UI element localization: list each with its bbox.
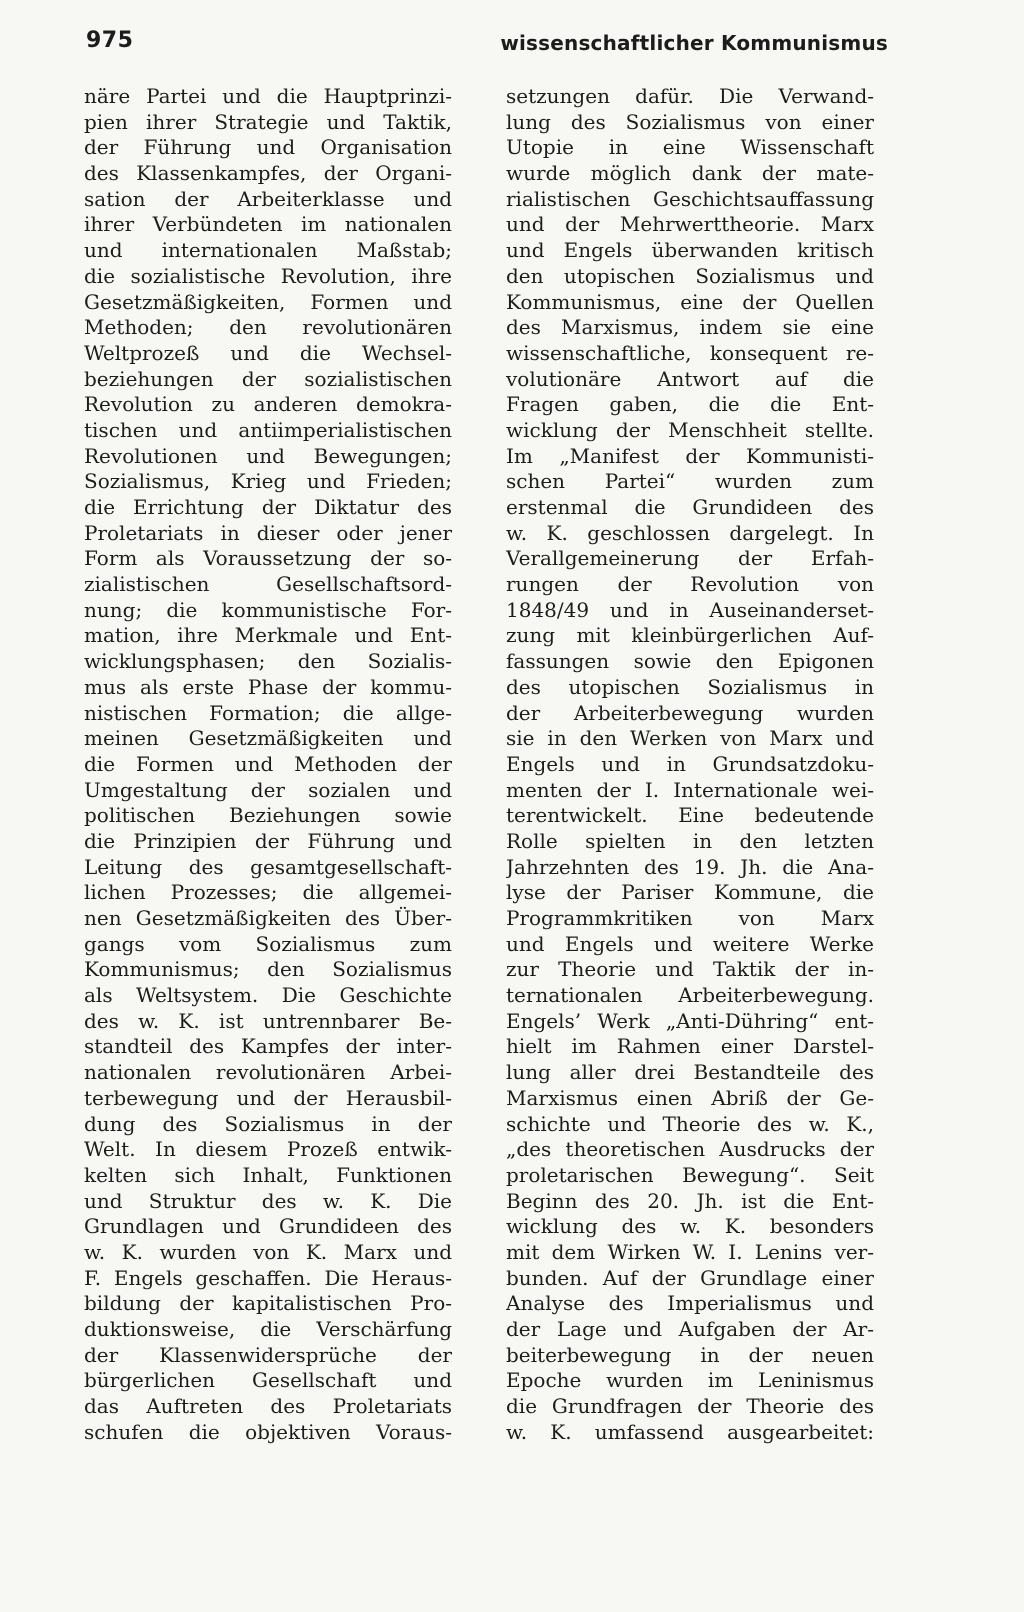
text-line: meinen Gesetzmäßigkeiten und: [84, 726, 452, 751]
text-line: lichen Prozesses; die allgemei-: [84, 880, 452, 905]
text-line: menten der I. Internationale wei-: [506, 777, 874, 802]
text-line: 1848/49 und in Auseinanderset-: [506, 597, 874, 622]
text-line: mus als erste Phase der kommu-: [84, 674, 452, 699]
text-line: ternationalen Arbeiterbewegung.: [506, 983, 874, 1008]
text-line: Beginn des 20. Jh. ist die Ent-: [506, 1188, 874, 1213]
right-text-column: [506, 84, 874, 1445]
text-line: die Errichtung der Diktatur des: [84, 495, 452, 519]
text-line: der Arbeiterbewegung wurden: [506, 700, 874, 725]
text-line: zialistischen Gesellschaftsord-: [84, 572, 452, 597]
text-line: des utopischen Sozialismus in: [506, 674, 874, 699]
text-line: und der Mehrwerttheorie. Marx: [506, 212, 874, 237]
text-line: politischen Beziehungen sowie: [84, 803, 452, 828]
text-line: schichte und Theorie des w. K.,: [506, 1111, 874, 1136]
text-line: der Lage und Aufgaben der Ar-: [506, 1317, 874, 1341]
text-line: rungen der Revolution von: [506, 572, 874, 597]
text-line: und Engels überwanden kritisch: [506, 238, 874, 263]
text-line: Marxismus einen Abriß der Ge-: [506, 1085, 874, 1110]
text-line: beiterbewegung in der neuen: [506, 1342, 874, 1367]
text-line: das Auftreten des Proletariats: [84, 1394, 452, 1419]
text-line: Umgestaltung der sozialen und: [84, 777, 452, 802]
text-line: des Marxismus, indem sie eine: [506, 315, 874, 340]
text-line: kelten sich Inhalt, Funktionen: [84, 1162, 452, 1187]
text-line: Gesetzmäßigkeiten, Formen und: [84, 289, 452, 314]
text-line: wurde möglich dank der mate-: [506, 161, 874, 186]
text-line: mit dem Wirken W. I. Lenins ver-: [506, 1239, 874, 1264]
text-line: die Formen und Methoden der: [84, 751, 452, 776]
text-line: „des theoretischen Ausdrucks der: [506, 1137, 874, 1162]
text-line: sation der Arbeiterklasse und: [84, 186, 452, 211]
text-line: w. K. umfassend ausgearbeitet:: [506, 1419, 874, 1444]
text-line: sie in den Werken von Marx und: [506, 726, 874, 751]
text-line: tischen und antiimperialistischen: [84, 417, 452, 442]
text-line: den utopischen Sozialismus und: [506, 263, 874, 288]
text-line: die sozialistische Revolution, ihre: [84, 263, 452, 288]
text-line: Engels’ Werk „Anti-Dühring“ ent-: [506, 1008, 874, 1033]
text-line: terbewegung und der Herausbil-: [84, 1085, 452, 1110]
text-line: Welt. In diesem Prozeß entwik-: [84, 1137, 452, 1162]
text-line: Proletariats in dieser oder jener: [84, 520, 452, 545]
text-line: der Klassenwidersprüche der: [84, 1342, 452, 1367]
text-line: mation, ihre Merkmale und Ent-: [84, 623, 452, 648]
text-line: Im „Manifest der Kommunisti-: [506, 443, 874, 468]
text-line: nen Gesetzmäßigkeiten des Über-: [84, 906, 452, 930]
text-line: duktionsweise, die Verschärfung: [84, 1317, 452, 1341]
text-line: erstenmal die Grundideen des: [506, 495, 874, 519]
text-line: Revolutionen und Bewegungen;: [84, 443, 452, 468]
text-line: setzungen dafür. Die Verwand-: [506, 84, 874, 108]
text-line: dung des Sozialismus in der: [84, 1111, 452, 1136]
text-line: Weltprozeß und die Wechsel-: [84, 340, 452, 365]
text-line: nationalen revolutionären Arbei-: [84, 1060, 452, 1085]
text-line: wicklung der Menschheit stellte.: [506, 417, 874, 442]
text-line: zur Theorie und Taktik der in-: [506, 957, 874, 982]
text-line: bildung der kapitalistischen Pro-: [84, 1291, 452, 1316]
text-line: des w. K. ist untrennbarer Be-: [84, 1008, 452, 1033]
text-line: des Klassenkampfes, der Organi-: [84, 161, 452, 186]
text-line: beziehungen der sozialistischen: [84, 366, 452, 391]
text-line: und Engels und weitere Werke: [506, 931, 874, 956]
text-line: wicklung des w. K. besonders: [506, 1214, 874, 1239]
text-line: wissenschaftliche, konsequent re-: [506, 340, 874, 365]
text-line: Revolution zu anderen demokra-: [84, 392, 452, 417]
text-line: w. K. geschlossen dargelegt. In: [506, 520, 874, 545]
text-line: wicklungsphasen; den Sozialis-: [84, 649, 452, 674]
text-line: als Weltsystem. Die Geschichte: [84, 983, 452, 1008]
text-line: näre Partei und die Hauptprinzi-: [84, 84, 452, 108]
text-line: w. K. wurden von K. Marx und: [84, 1239, 452, 1264]
text-line: volutionäre Antwort auf die: [506, 366, 874, 391]
text-line: lung des Sozialismus von einer: [506, 109, 874, 134]
text-line: Methoden; den revolutionären: [84, 315, 452, 340]
text-line: lyse der Pariser Kommune, die: [506, 880, 874, 905]
text-line: schufen die objektiven Voraus-: [84, 1419, 452, 1444]
text-line: proletarischen Bewegung“. Seit: [506, 1162, 874, 1187]
text-line: Grundlagen und Grundideen des: [84, 1214, 452, 1239]
left-text-column: [84, 84, 452, 1445]
text-line: nistischen Formation; die allge-: [84, 700, 452, 725]
text-line: Engels und in Grundsatzdoku-: [506, 751, 874, 776]
text-line: zung mit kleinbürgerlichen Auf-: [506, 623, 874, 648]
text-line: Rolle spielten in den letzten: [506, 828, 874, 853]
text-line: gangs vom Sozialismus zum: [84, 931, 452, 956]
text-line: der Führung und Organisation: [84, 135, 452, 160]
text-line: die Prinzipien der Führung und: [84, 828, 452, 853]
text-line: Form als Voraussetzung der so-: [84, 546, 452, 571]
text-line: fassungen sowie den Epigonen: [506, 649, 874, 674]
text-line: Utopie in eine Wissenschaft: [506, 135, 874, 160]
text-line: Verallgemeinerung der Erfah-: [506, 546, 874, 571]
text-line: und internationalen Maßstab;: [84, 238, 452, 263]
text-line: lung aller drei Bestandteile des: [506, 1060, 874, 1085]
text-line: die Grundfragen der Theorie des: [506, 1394, 874, 1419]
text-line: Programmkritiken von Marx: [506, 906, 874, 930]
text-line: Jahrzehnten des 19. Jh. die Ana-: [506, 854, 874, 879]
text-line: Kommunismus; den Sozialismus: [84, 957, 452, 982]
text-line: F. Engels geschaffen. Die Heraus-: [84, 1265, 452, 1290]
text-line: hielt im Rahmen einer Darstel-: [506, 1034, 874, 1059]
text-line: rialistischen Geschichtsauffassung: [506, 186, 874, 211]
text-line: schen Partei“ wurden zum: [506, 469, 874, 494]
text-line: nung; die kommunistische For-: [84, 597, 452, 622]
text-line: bürgerlichen Gesellschaft und: [84, 1368, 452, 1393]
text-line: standteil des Kampfes der inter-: [84, 1034, 452, 1059]
text-line: Kommunismus, eine der Quellen: [506, 289, 874, 314]
text-line: Fragen gaben, die die Ent-: [506, 392, 874, 417]
text-line: ihrer Verbündeten im nationalen: [84, 212, 452, 237]
text-line: Epoche wurden im Leninismus: [506, 1368, 874, 1393]
page-number: 975: [86, 28, 134, 53]
text-line: pien ihrer Strategie und Taktik,: [84, 109, 452, 134]
text-line: Analyse des Imperialismus und: [506, 1291, 874, 1316]
text-line: bunden. Auf der Grundlage einer: [506, 1265, 874, 1290]
text-line: und Struktur des w. K. Die: [84, 1188, 452, 1213]
text-line: Leitung des gesamtgesellschaft-: [84, 854, 452, 879]
text-line: Sozialismus, Krieg und Frieden;: [84, 469, 452, 494]
running-title: wissenschaftlicher Kommunismus: [500, 31, 888, 55]
text-line: terentwickelt. Eine bedeutende: [506, 803, 874, 828]
